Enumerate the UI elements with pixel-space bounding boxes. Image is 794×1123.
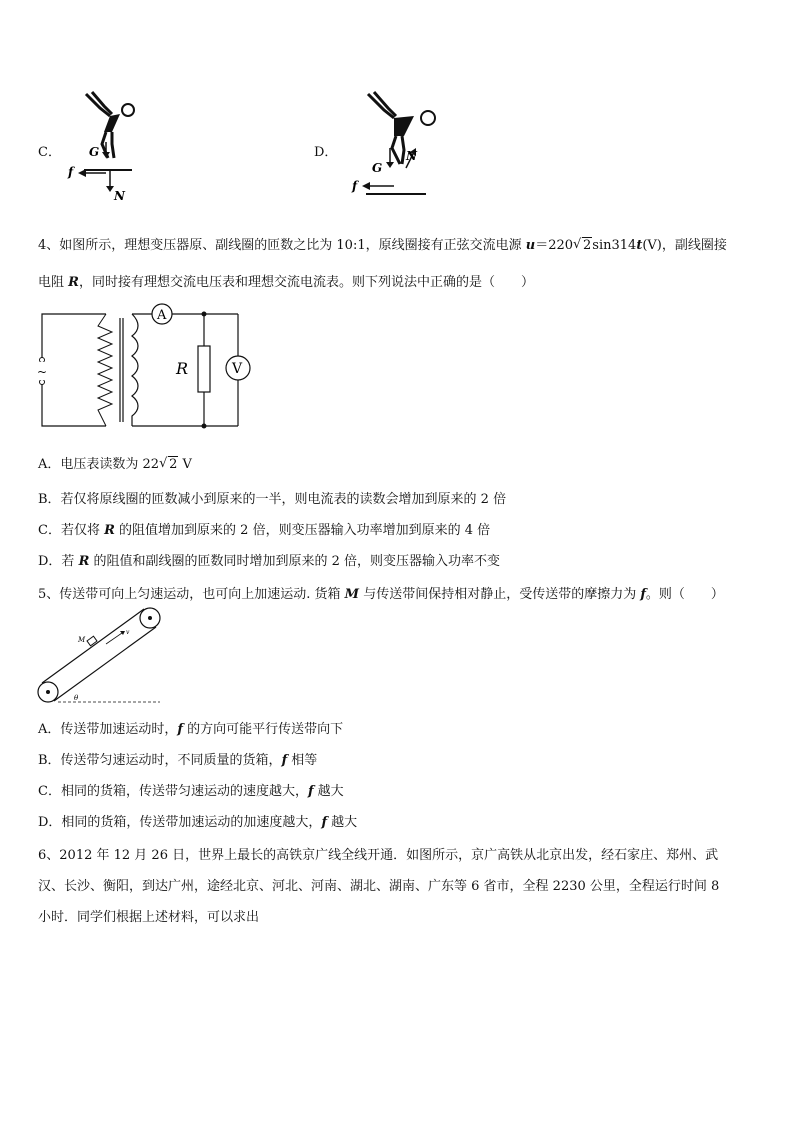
q4-option-d[interactable]: D．若 R 的阻值和副线圈的匝数同时增加到原来的 2 倍，则变压器输入功率不变 <box>38 554 501 569</box>
q6-stem-line1: 6、2012 年 12 月 26 日，世界上最长的高铁京广线全线开通．如图所示，京广高铁从北京出发，经石家庄、郑州、武 <box>38 848 719 863</box>
q4-option-a[interactable]: A．电压表读数为 22√ 2 V <box>38 453 192 472</box>
box-label-m: M <box>78 636 86 644</box>
q5-option-c[interactable]: C．相同的货箱，传送带匀速运动的速度越大，f 越大 <box>38 784 344 799</box>
voltmeter-label: V <box>232 361 243 377</box>
q5-option-d[interactable]: D．相同的货箱，传送带加速运动的加速度越大，f 越大 <box>38 815 358 830</box>
q4-stem-line2: 电阻 R，同时接有理想交流电压表和理想交流电流表。则下列说法中正确的是（ ） <box>38 275 534 290</box>
q6-stem-line2: 汉、长沙、衡阳，到达广州，途经北京、河北、河南、湖北、湖南、广东等 6 省市，全程 2230 公里，全程运行时间 8 <box>38 879 720 894</box>
conveyor-belt-diagram <box>36 604 166 708</box>
label-f-c: f <box>68 165 74 179</box>
q4-option-b[interactable]: B．若仅将原线圈的匝数减小到原来的一半，则电流表的读数会增加到原来的 2 倍 <box>38 492 507 507</box>
angle-label: θ <box>74 694 79 702</box>
figure-diver-c <box>62 86 162 206</box>
q5-option-a[interactable]: A．传送带加速运动时，f 的方向可能平行传送带向下 <box>38 722 344 737</box>
label-n-c: N <box>114 189 125 203</box>
q5-stem: 5、传送带可向上匀速运动，也可向上加速运动. 货箱 M 与传送带间保持相对静止，受传送带的摩擦力为 f。则（ ） <box>38 587 724 602</box>
option-d-label: D． <box>314 145 338 160</box>
q5-option-b[interactable]: B．传送带匀速运动时，不同质量的货箱，f 相等 <box>38 753 318 768</box>
transformer-circuit-diagram <box>36 302 276 432</box>
label-g-d: G <box>372 161 383 175</box>
resistor-label: R <box>176 359 189 378</box>
q4-stem-line1: 4、如图所示，理想变压器原、副线圈的匝数之比为 10:1，原线圈接有正弦交流电源 u＝220√ 2sin314t(V)，副线圈接 <box>38 234 727 253</box>
label-g-c: G <box>89 145 100 159</box>
q6-stem-line3: 小时．同学们根据上述材料，可以求出 <box>38 910 260 925</box>
label-n-d: N <box>406 149 417 163</box>
label-f-d: f <box>352 179 358 193</box>
source-symbol: ~ <box>37 365 48 379</box>
option-c-label: C． <box>38 145 61 160</box>
q4-option-c[interactable]: C．若仅将 R 的阻值增加到原来的 2 倍，则变压器输入功率增加到原来的 4 倍 <box>38 523 491 538</box>
figure-diver-d <box>338 86 448 206</box>
velocity-label: v <box>126 629 130 636</box>
ammeter-label: A <box>157 308 167 323</box>
